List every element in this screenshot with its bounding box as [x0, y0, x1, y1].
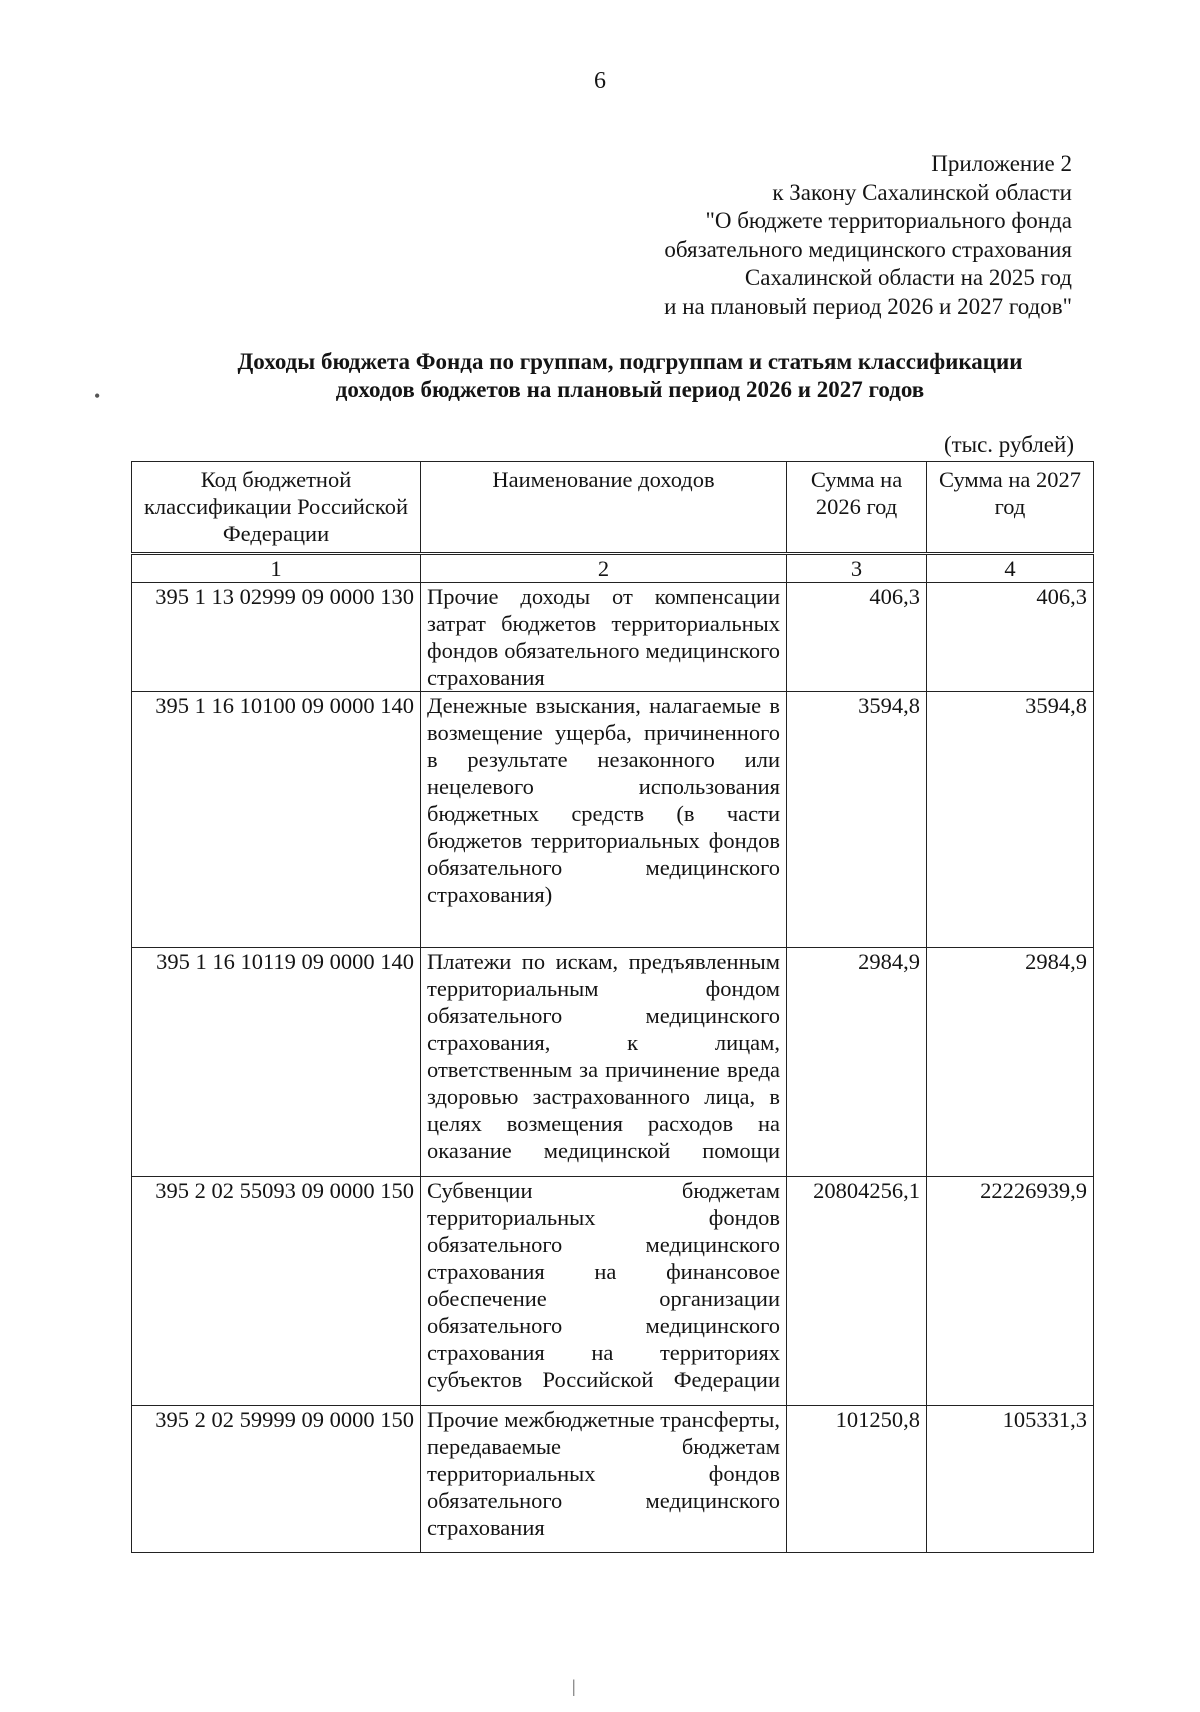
- row-name: Денежные взыскания, налагаемые в возмещение ущерба, причиненного в результате незаконного или нецелевого использования бюджетных средств (в части бюджетов территориальных фондов обязательного медицинского страхования): [421, 692, 787, 948]
- row-sum-2027: 406,3: [927, 583, 1094, 692]
- title-line-1: Доходы бюджета Фонда по группам, подгруппам и статьям классификации: [237, 349, 1023, 374]
- units-label: (тыс. рублей): [943, 432, 1074, 457]
- row-code: 395 1 16 10119 09 0000 140: [132, 948, 421, 1177]
- title-line-2: доходов бюджетов на плановый период 2026 и 2027 годов: [335, 377, 925, 402]
- row-sum-2027: 22226939,9: [927, 1177, 1094, 1406]
- row-code: 395 1 16 10100 09 0000 140: [132, 692, 421, 948]
- table-row: [132, 1177, 1094, 1406]
- document-title: [150, 348, 1110, 404]
- header-name: Наименование доходов: [421, 462, 787, 554]
- annex-line: Приложение 2: [931, 151, 1072, 176]
- annex-line: обязательного медицинского страхования: [664, 236, 1072, 262]
- row-sum-2026: 3594,8: [787, 692, 927, 948]
- annex-line: Сахалинской области на 2025 год: [744, 265, 1072, 290]
- header-sum-2026: Сумма на 2026 год: [787, 462, 927, 554]
- annex-line: и на плановый период 2026 и 2027 годов": [664, 293, 1072, 319]
- row-sum-2026: 20804256,1: [787, 1177, 927, 1406]
- row-code: 395 1 13 02999 09 0000 130: [132, 583, 421, 692]
- column-number: 3: [787, 554, 927, 583]
- row-name: Платежи по искам, предъявленным территориальным фондом обязательного медицинского страхования, к лицам, ответственным за причинение вреда здоровью застрахованного лица, в целях возмещения расходов на оказание медицинской помощи: [421, 948, 787, 1177]
- column-number: 2: [421, 554, 787, 583]
- header-sum-2027: Сумма на 2027 год: [927, 462, 1094, 554]
- column-number: 4: [927, 554, 1094, 583]
- row-sum-2026: 2984,9: [787, 948, 927, 1177]
- header-code: Код бюджетной классификации Российской Федерации: [132, 462, 421, 554]
- row-name: Субвенции бюджетам территориальных фондов обязательного медицинского страхования на финансовое обеспечение организации обязательного медицинского страхования на территориях субъектов Российской Федерации: [421, 1177, 787, 1406]
- annex-block: [664, 150, 1072, 321]
- row-code: 395 2 02 55093 09 0000 150: [132, 1177, 421, 1406]
- row-code: 395 2 02 59999 09 0000 150: [132, 1406, 421, 1553]
- row-name: Прочие межбюджетные трансферты, передаваемые бюджетам территориальных фондов обязательного медицинского страхования: [421, 1406, 787, 1553]
- table-row: [132, 583, 1094, 692]
- annex-line: "О бюджете территориального фонда: [705, 208, 1072, 233]
- row-sum-2027: 3594,8: [927, 692, 1094, 948]
- row-sum-2026: 406,3: [787, 583, 927, 692]
- scan-tick-mark: |: [572, 1676, 576, 1696]
- annex-line: к Закону Сахалинской области: [772, 179, 1072, 205]
- table-header-row: [132, 462, 1094, 554]
- table-row: [132, 692, 1094, 948]
- table-row: [132, 1406, 1094, 1553]
- row-name: Прочие доходы от компенсации затрат бюджетов территориальных фондов обязательного медицинского страхования: [421, 583, 787, 692]
- column-number-row: [132, 554, 1094, 583]
- column-number: 1: [132, 554, 421, 583]
- page-number: 6: [594, 68, 606, 94]
- row-sum-2027: 2984,9: [927, 948, 1094, 1177]
- row-sum-2027: 105331,3: [927, 1406, 1094, 1553]
- table-row: [132, 948, 1094, 1177]
- row-sum-2026: 101250,8: [787, 1406, 927, 1553]
- scan-dot-mark: •: [94, 386, 101, 406]
- income-table: [131, 461, 1094, 1553]
